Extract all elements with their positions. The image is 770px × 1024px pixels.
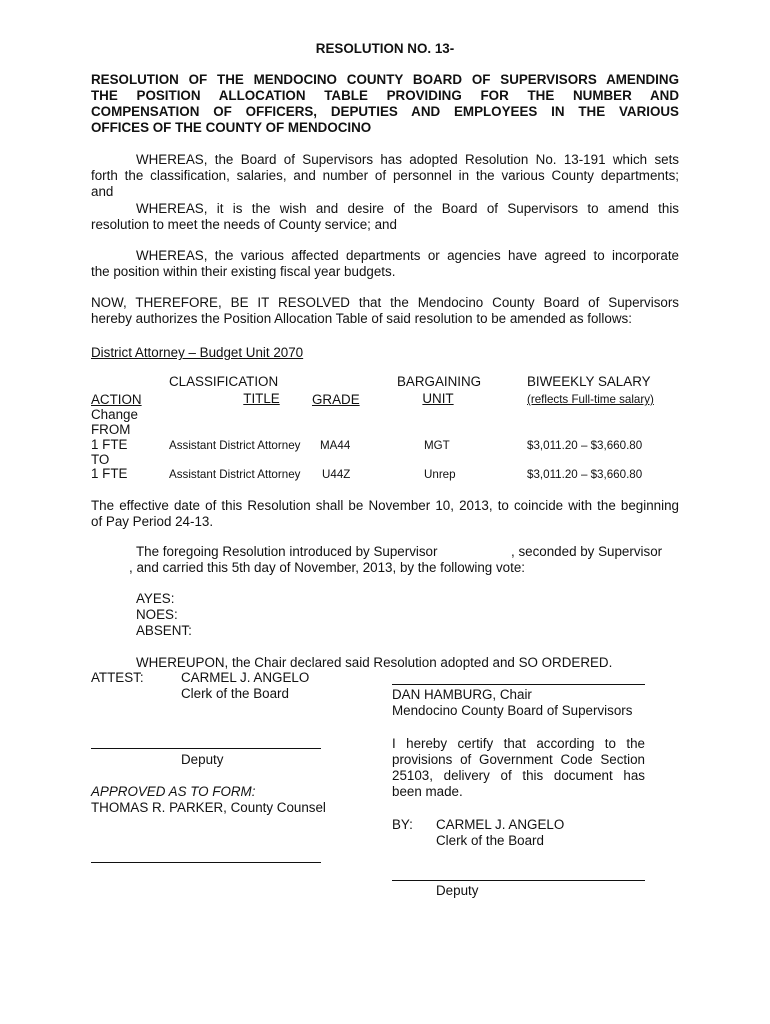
resolved-line-1: NOW, THEREFORE, BE IT RESOLVED that the Mendocino County Board of Supervisors	[91, 295, 679, 310]
certify-line-2: provisions of Government Code Section	[392, 752, 645, 767]
row-1-title: Assistant District Attorney	[169, 439, 301, 452]
attest-label: ATTEST:	[91, 670, 144, 685]
row-1-salary: $3,011.20 – $3,660.80	[527, 439, 643, 452]
header-grade: GRADE	[312, 392, 360, 407]
deputy-signature-line	[91, 748, 321, 749]
heading-line-3: COMPENSATION OF OFFICERS, DEPUTIES AND EMPLOYEES IN THE VARIOUS	[91, 104, 679, 119]
vote-absent: ABSENT:	[136, 623, 192, 638]
header-bargaining-unit: UNIT	[422, 391, 454, 406]
chair-name: DAN HAMBURG, Chair	[392, 687, 532, 702]
whereas-1-line-3: and	[91, 184, 114, 199]
counsel-signature-line	[91, 862, 321, 863]
chair-title: Mendocino County Board of Supervisors	[392, 703, 633, 718]
foregoing-line-1b: , seconded by Supervisor	[511, 544, 663, 559]
effective-line-2: of Pay Period 24-13.	[91, 514, 214, 529]
action-from: FROM	[91, 422, 131, 437]
whereas-3-line-1: WHEREAS, the various affected departments or agencies have agreed to incorporate	[136, 248, 679, 263]
row-1-unit: MGT	[424, 439, 450, 452]
by-name: CARMEL J. ANGELO	[436, 817, 565, 832]
by-deputy-signature-line	[392, 880, 645, 881]
resolution-title: RESOLUTION NO. 13-	[315, 41, 455, 56]
header-title-text: TITLE	[243, 391, 280, 406]
whereas-1-line-2: forth the classification, salaries, and number of personnel in the various County departments;	[91, 168, 679, 183]
approved-name: THOMAS R. PARKER, County Counsel	[91, 800, 326, 815]
whereas-3-line-2: the position within their existing fiscal year budgets.	[91, 264, 396, 279]
vote-ayes: AYES:	[136, 591, 175, 606]
foregoing-line-1a: The foregoing Resolution introduced by Supervisor	[136, 544, 438, 559]
resolved-line-2: hereby authorizes the Position Allocation Table of said resolution to be amended as follows:	[91, 311, 632, 326]
header-salary-note: (reflects Full-time salary)	[527, 393, 654, 406]
vote-noes: NOES:	[136, 607, 178, 622]
by-title: Clerk of the Board	[436, 833, 544, 848]
foregoing-line-2: , and carried this 5th day of November, 2013, by the following vote:	[129, 560, 525, 575]
attest-name: CARMEL J. ANGELO	[181, 670, 310, 685]
row-2-salary: $3,011.20 – $3,660.80	[527, 468, 643, 481]
row-1-grade: MA44	[320, 439, 351, 452]
whereas-2-line-1: WHEREAS, it is the wish and desire of the Board of Supervisors to amend this	[136, 201, 679, 216]
whereas-1-line-1: WHEREAS, the Board of Supervisors has adopted Resolution No. 13-191 which sets	[136, 152, 679, 167]
action-to: TO	[91, 452, 110, 467]
header-classification-top: CLASSIFICATION	[169, 374, 279, 389]
whereas-2-line-2: resolution to meet the needs of County service; and	[91, 217, 397, 232]
row-2-unit: Unrep	[424, 468, 456, 481]
heading-line-4: OFFICES OF THE COUNTY OF MENDOCINO	[91, 120, 372, 135]
action-change: Change	[91, 407, 138, 422]
by-deputy: Deputy	[436, 883, 479, 898]
attest-title: Clerk of the Board	[181, 686, 289, 701]
heading-line-1: RESOLUTION OF THE MENDOCINO COUNTY BOARD OF SUPERVISORS AMENDING	[91, 72, 679, 87]
row-2-action: 1 FTE	[91, 466, 128, 481]
by-label: BY:	[392, 817, 413, 832]
heading-line-2: THE POSITION ALLOCATION TABLE PROVIDING FOR THE NUMBER AND	[91, 88, 679, 103]
budget-unit: District Attorney – Budget Unit 2070	[91, 345, 304, 360]
row-1-action: 1 FTE	[91, 437, 128, 452]
header-bargaining-top: BARGAINING	[397, 374, 482, 389]
row-2-title: Assistant District Attorney	[169, 468, 301, 481]
whereupon: WHEREUPON, the Chair declared said Resolution adopted and SO ORDERED.	[136, 655, 613, 670]
certify-line-4: been made.	[392, 784, 463, 799]
row-2-grade: U44Z	[322, 468, 351, 481]
header-action: ACTION	[91, 392, 142, 407]
chair-signature-line	[392, 684, 645, 685]
certify-line-3: 25103, delivery of this document has	[392, 768, 645, 783]
effective-line-1: The effective date of this Resolution shall be November 10, 2013, to coincide with the beginning	[91, 498, 679, 513]
certify-line-1: I hereby certify that according to the	[392, 736, 645, 751]
approved-label: APPROVED AS TO FORM:	[91, 784, 256, 799]
header-salary-top: BIWEEKLY SALARY	[527, 374, 651, 389]
attest-deputy: Deputy	[181, 752, 224, 767]
